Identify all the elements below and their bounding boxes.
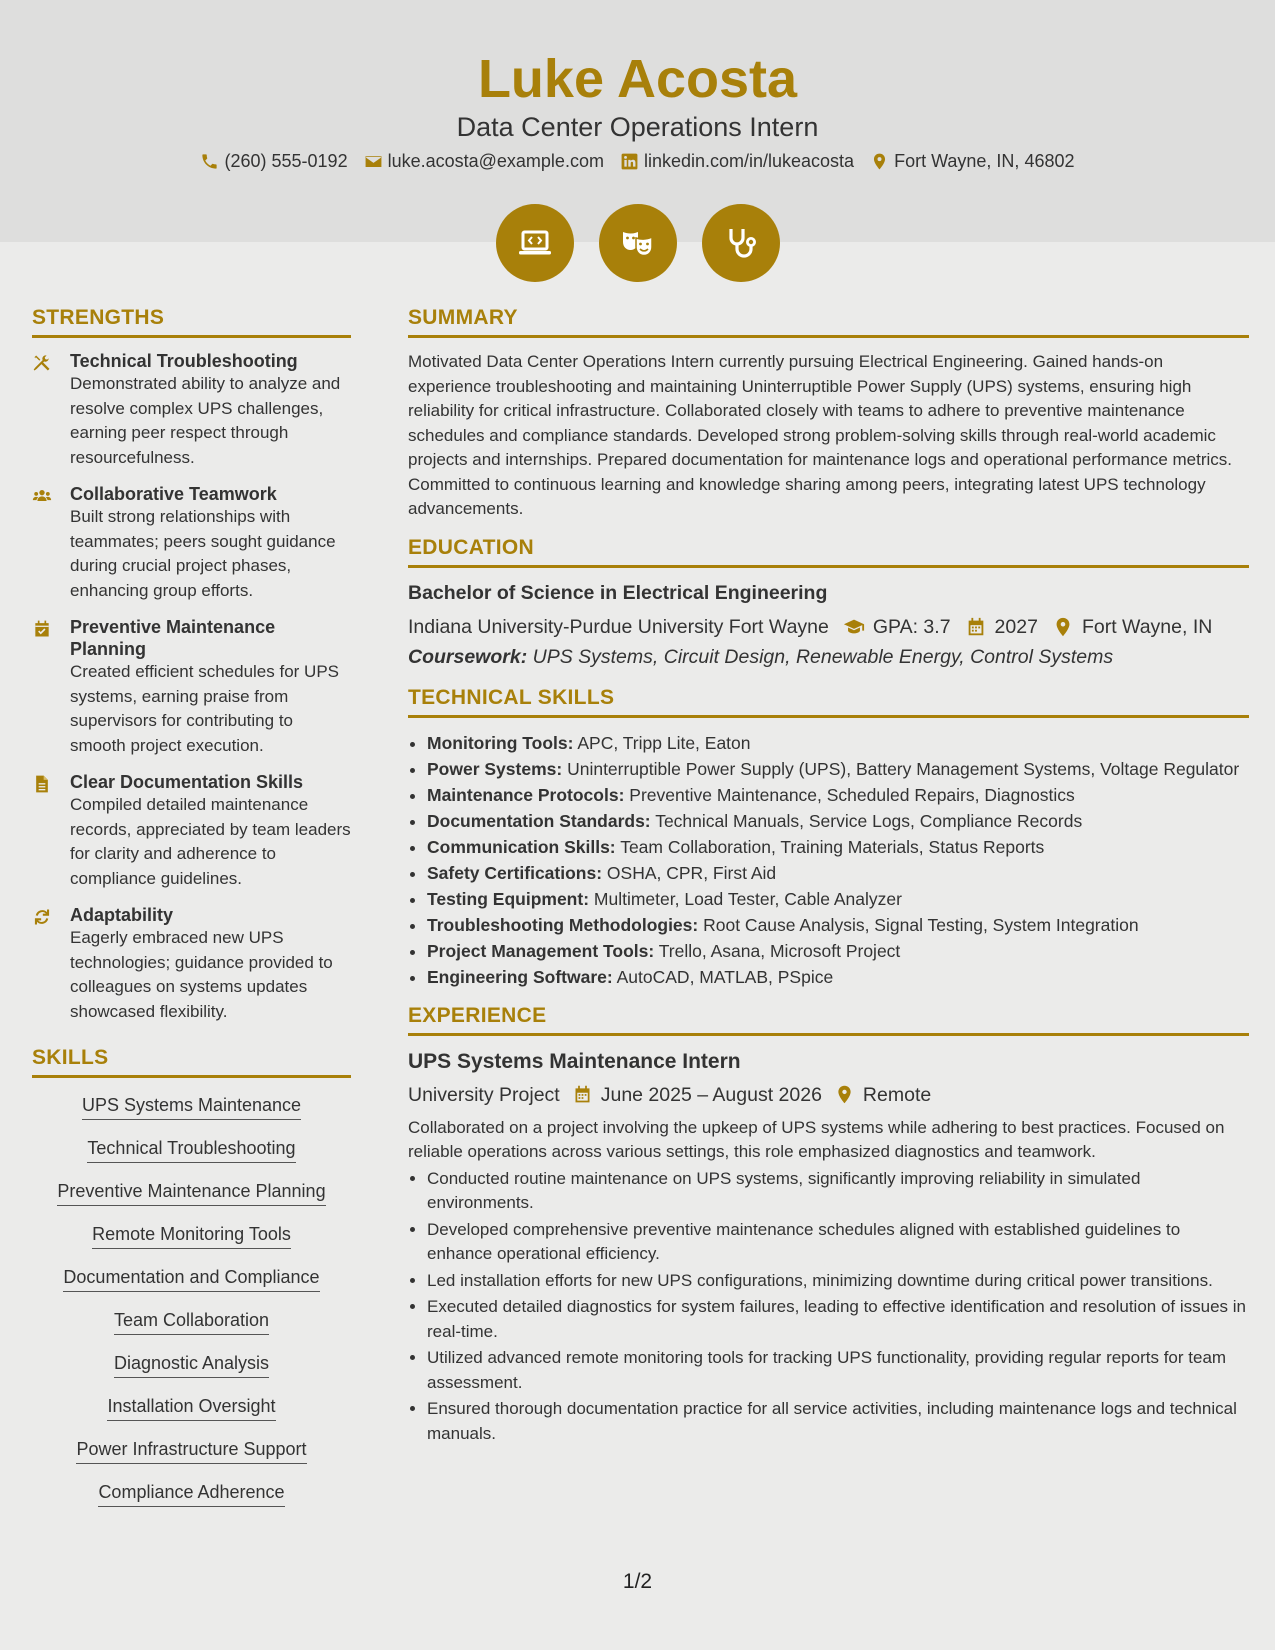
job-org: University Project bbox=[408, 1083, 560, 1106]
sync-icon bbox=[32, 907, 52, 927]
job-description: Collaborated on a project involving the upkeep of UPS systems while adhering to best practices. Focused on reliable operations across various settings, this role emphasized diagnostics and teamwork. bbox=[408, 1117, 1225, 1161]
list-item bbox=[427, 912, 1249, 938]
job-title: Data Center Operations Intern bbox=[456, 112, 819, 142]
list-item: • Executed detailed diagnostics for system failures, leading to effective identification and resolution of issues in real-time. bbox=[427, 1295, 1249, 1344]
list-item bbox=[427, 964, 1249, 990]
coursework-list: UPS Systems, Circuit Design, Renewable Energy, Control Systems bbox=[532, 645, 1114, 668]
skill-value: AutoCAD, MATLAB, PSpice bbox=[616, 966, 834, 987]
location-text: Fort Wayne, IN, 46802 bbox=[894, 151, 1075, 171]
interest-circle-laptop bbox=[496, 204, 574, 282]
list-item: • Ensured thorough documentation practice for all service activities, including maintenance logs and technical manuals. bbox=[427, 1397, 1249, 1446]
linkedin-icon bbox=[620, 152, 639, 171]
skill-tag: Preventive Maintenance Planning bbox=[57, 1176, 325, 1206]
strength-desc: Built strong relationships with teammates; peers sought guidance during crucial project phases, enhancing group efforts. bbox=[70, 507, 336, 600]
skill-label: Documentation Standards: bbox=[427, 810, 651, 831]
candidate-name: Luke Acosta bbox=[477, 49, 798, 109]
technical-skills-list bbox=[408, 730, 1249, 990]
skill-label: Safety Certifications: bbox=[427, 862, 603, 883]
right-column bbox=[408, 306, 1249, 1448]
contact-bar bbox=[0, 151, 1275, 172]
email-icon bbox=[364, 152, 383, 171]
skill-label: Project Management Tools: bbox=[427, 940, 655, 961]
skill-label: Testing Equipment: bbox=[427, 888, 590, 909]
skill-label: Engineering Software: bbox=[427, 966, 613, 987]
skill-value: Team Collaboration, Training Materials, Status Reports bbox=[620, 836, 1045, 857]
contact-linkedin[interactable] bbox=[620, 151, 854, 172]
job-meta bbox=[408, 1080, 1249, 1110]
experience-heading: EXPERIENCE bbox=[408, 1004, 1249, 1036]
stethoscope-icon bbox=[721, 223, 761, 263]
theater-masks-icon bbox=[618, 223, 658, 263]
list-item bbox=[427, 782, 1249, 808]
strength-title: Adaptability bbox=[70, 905, 174, 925]
location-pin-icon bbox=[870, 152, 889, 171]
strength-desc: Demonstrated ability to analyze and resolve complex UPS challenges, earning peer respect through resourcefulness. bbox=[70, 374, 341, 467]
skill-label: Power Systems: bbox=[427, 758, 563, 779]
strength-item bbox=[32, 350, 351, 470]
education-location: Fort Wayne, IN bbox=[1081, 615, 1213, 638]
strength-title: Collaborative Teamwork bbox=[70, 484, 277, 504]
list-item bbox=[427, 886, 1249, 912]
strength-item bbox=[32, 616, 351, 758]
calendar-icon bbox=[572, 1084, 593, 1105]
graduation-cap-icon bbox=[843, 616, 865, 638]
skill-tag: UPS Systems Maintenance bbox=[82, 1090, 301, 1120]
skill-tag: Power Infrastructure Support bbox=[76, 1434, 306, 1464]
list-item: • Conducted routine maintenance on UPS systems, significantly improving reliability in simulated environments. bbox=[427, 1167, 1249, 1216]
strength-title: Clear Documentation Skills bbox=[70, 772, 304, 792]
strength-desc: Eagerly embraced new UPS technologies; guidance provided to colleagues on systems updates showcased flexibility. bbox=[70, 928, 333, 1021]
interest-icons bbox=[0, 204, 1275, 282]
skill-tag: Team Collaboration bbox=[114, 1305, 269, 1335]
skill-label: Troubleshooting Methodologies: bbox=[427, 914, 699, 935]
strength-item bbox=[32, 904, 351, 1024]
skill-value: Root Cause Analysis, Signal Testing, System Integration bbox=[703, 914, 1139, 935]
skill-value: Multimeter, Load Tester, Cable Analyzer bbox=[593, 888, 902, 909]
location-pin-icon bbox=[834, 1084, 855, 1105]
skill-tag: Technical Troubleshooting bbox=[87, 1133, 295, 1163]
calendar-check-icon bbox=[32, 619, 52, 639]
phone-text: (260) 555-0192 bbox=[224, 151, 348, 171]
technical-skills-heading: TECHNICAL SKILLS bbox=[408, 686, 1249, 718]
strength-title: Preventive Maintenance Planning bbox=[70, 617, 276, 659]
skill-value: Trello, Asana, Microsoft Project bbox=[658, 940, 901, 961]
strength-item bbox=[32, 771, 351, 891]
list-item bbox=[427, 756, 1249, 782]
summary-heading: SUMMARY bbox=[408, 306, 1249, 338]
skill-value: OSHA, CPR, First Aid bbox=[606, 862, 777, 883]
education-gpa: GPA: 3.7 bbox=[872, 615, 951, 638]
page-number: 1/2 bbox=[622, 1570, 653, 1593]
list-item: • Utilized advanced remote monitoring tools for tracking UPS functionality, providing regular reports for team assessment. bbox=[427, 1346, 1249, 1395]
contact-location bbox=[870, 151, 1074, 172]
contact-email[interactable] bbox=[364, 151, 604, 172]
list-item bbox=[427, 938, 1249, 964]
skill-value: APC, Tripp Lite, Eaton bbox=[577, 732, 751, 753]
tools-icon bbox=[32, 353, 52, 373]
strength-title: Technical Troubleshooting bbox=[70, 351, 298, 371]
strength-desc: Compiled detailed maintenance records, appreciated by team leaders for clarity and adherence to compliance guidelines. bbox=[70, 795, 351, 888]
skill-value: Technical Manuals, Service Logs, Compliance Records bbox=[655, 810, 1083, 831]
document-icon bbox=[32, 774, 52, 794]
list-item bbox=[427, 808, 1249, 834]
education-coursework bbox=[408, 642, 1249, 672]
list-item: • Developed comprehensive preventive maintenance schedules aligned with established guidelines to enhance operational efficiency. bbox=[427, 1218, 1249, 1267]
education-heading: EDUCATION bbox=[408, 536, 1249, 568]
skills-list bbox=[32, 1090, 351, 1520]
linkedin-text: linkedin.com/in/lukeacosta bbox=[643, 151, 855, 171]
laptop-code-icon bbox=[515, 223, 555, 263]
users-icon bbox=[32, 486, 52, 506]
strength-item bbox=[32, 483, 351, 603]
skill-tag: Remote Monitoring Tools bbox=[92, 1219, 291, 1249]
coursework-label: Coursework: bbox=[408, 645, 528, 668]
contact-phone[interactable] bbox=[200, 151, 347, 172]
job-bullets bbox=[408, 1167, 1249, 1447]
job-location: Remote bbox=[862, 1083, 932, 1106]
skills-heading: SKILLS bbox=[32, 1046, 351, 1078]
skill-value: Uninterruptible Power Supply (UPS), Battery Management Systems, Voltage Regulator bbox=[567, 758, 1240, 779]
skill-label: Communication Skills: bbox=[427, 836, 616, 857]
list-item bbox=[427, 834, 1249, 860]
job-dates: June 2025 – August 2026 bbox=[600, 1083, 822, 1106]
left-column bbox=[32, 306, 351, 1520]
skill-label: Maintenance Protocols: bbox=[427, 784, 625, 805]
summary-text: Motivated Data Center Operations Intern currently pursuing Electrical Engineering. Gained hands-on experience troubleshooting and maintaining Uninterruptible Power Supply (UPS) systems, ensuring high reliability for critical infrastructure. Collaborated closely with teams to adhere to preventive maintenance schedules and compliance standards. Developed strong problem-solving skills through real-world academic projects and internships. Prepared documentation for maintenance logs and operational performance metrics. Committed to continuous learning and knowledge sharing among peers, integrating latest UPS technology advancements. bbox=[408, 352, 1233, 518]
strength-desc: Created efficient schedules for UPS systems, earning praise from supervisors for contributing to smooth project execution. bbox=[70, 662, 339, 755]
skill-tag: Compliance Adherence bbox=[98, 1477, 284, 1507]
list-item bbox=[427, 730, 1249, 756]
education-school: Indiana University-Purdue University Fort Wayne bbox=[408, 615, 829, 638]
list-item: • Led installation efforts for new UPS configurations, minimizing downtime during critical power transitions. bbox=[427, 1269, 1249, 1294]
skill-value: Preventive Maintenance, Scheduled Repairs, Diagnostics bbox=[629, 784, 1075, 805]
education-details bbox=[408, 612, 1249, 642]
skill-tag: Documentation and Compliance bbox=[63, 1262, 319, 1292]
email-text: luke.acosta@example.com bbox=[387, 151, 604, 171]
list-item bbox=[427, 860, 1249, 886]
skill-tag: Installation Oversight bbox=[107, 1391, 275, 1421]
location-pin-icon bbox=[1052, 616, 1074, 638]
education-year: 2027 bbox=[994, 615, 1038, 638]
education-degree: Bachelor of Science in Electrical Engineering bbox=[408, 581, 828, 604]
interest-circle-stethoscope bbox=[702, 204, 780, 282]
calendar-icon bbox=[965, 616, 987, 638]
strengths-heading: STRENGTHS bbox=[32, 306, 351, 338]
skill-tag: Diagnostic Analysis bbox=[114, 1348, 269, 1378]
skill-label: Monitoring Tools: bbox=[427, 732, 574, 753]
phone-icon bbox=[200, 152, 219, 171]
interest-circle-masks bbox=[599, 204, 677, 282]
job-title: UPS Systems Maintenance Intern bbox=[408, 1049, 741, 1073]
